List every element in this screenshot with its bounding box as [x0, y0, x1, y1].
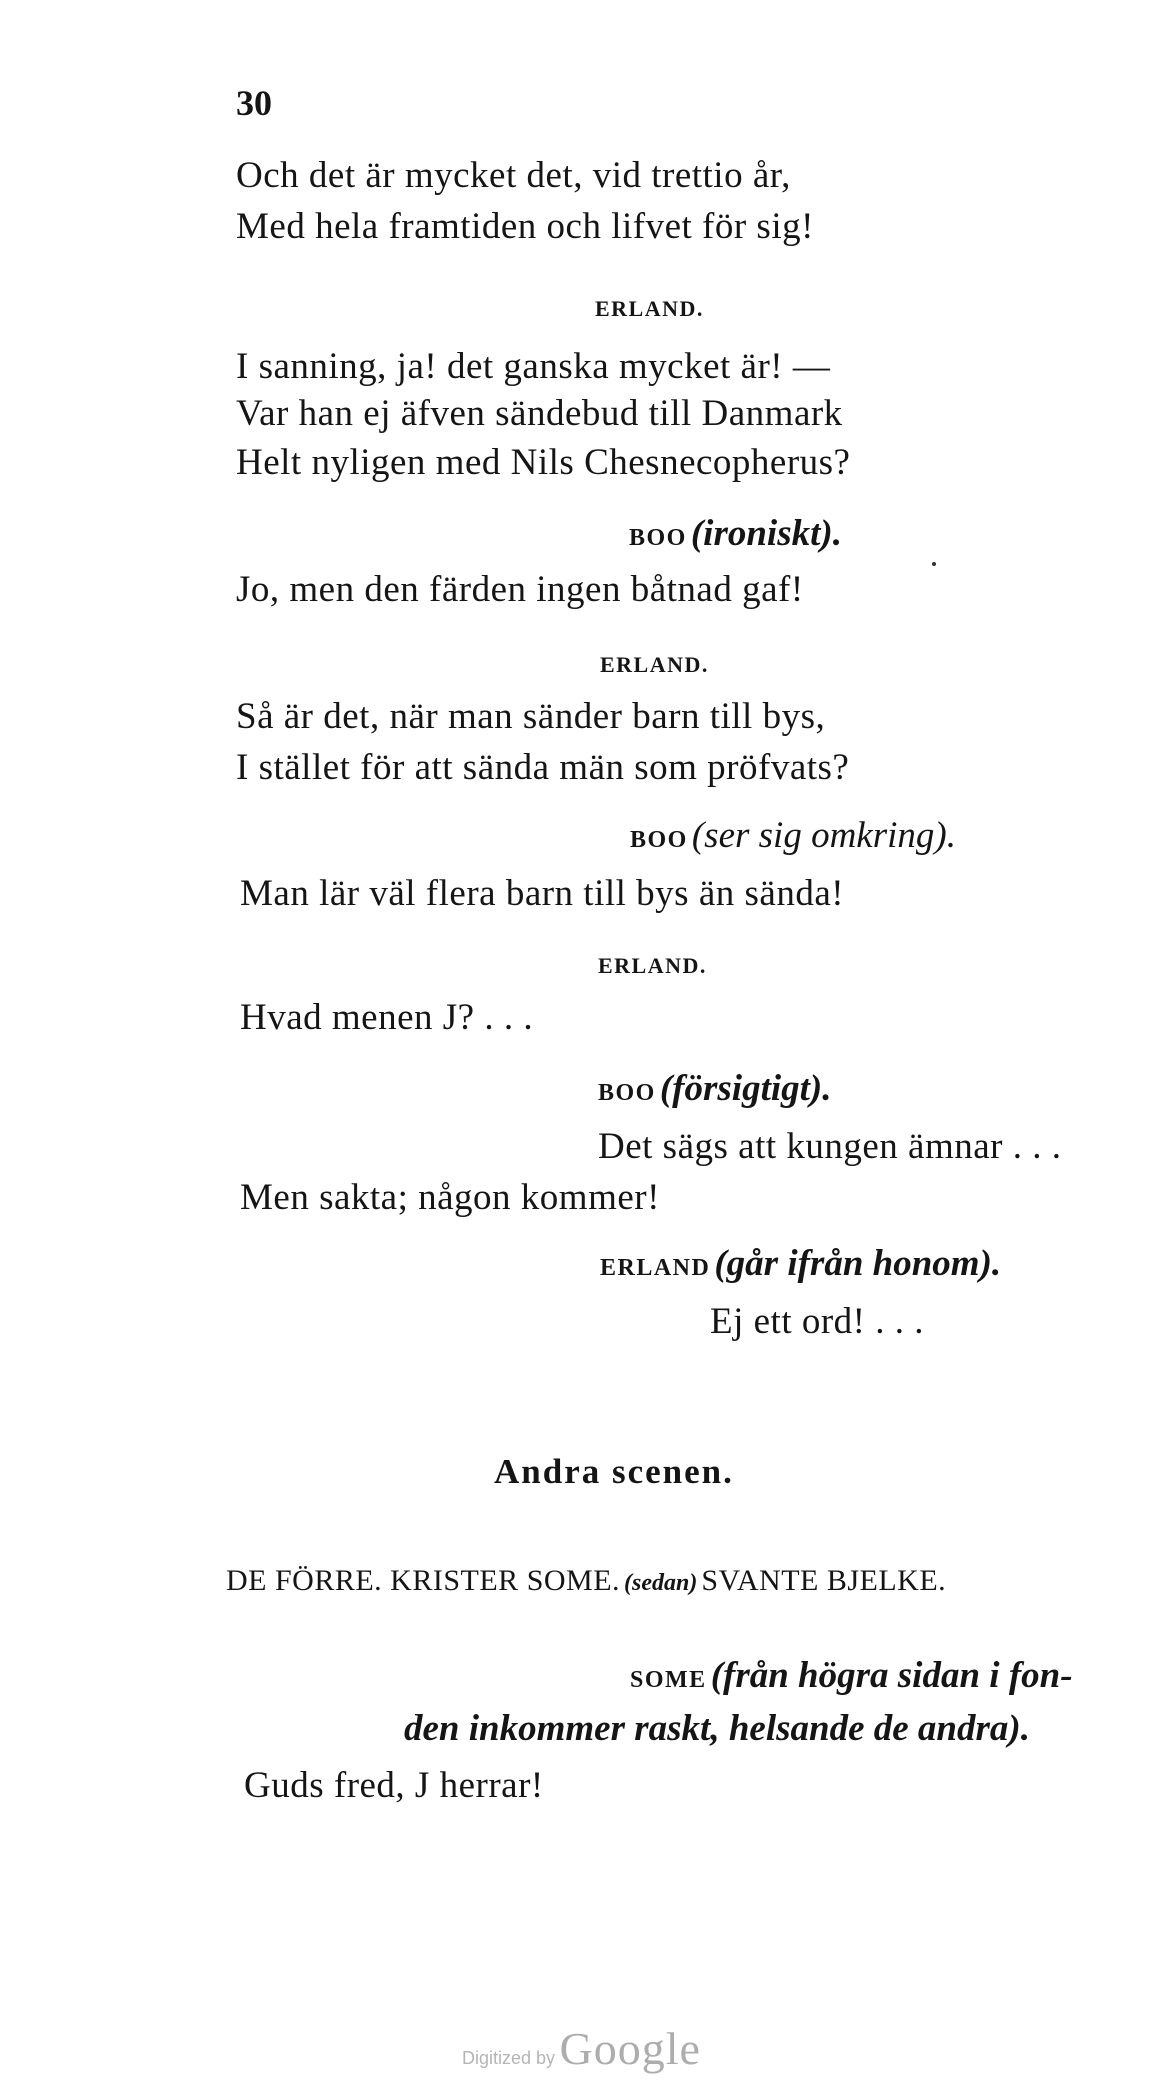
speaker-line [600, 1242, 1001, 1285]
page-number: 30 [236, 83, 272, 123]
cast-direction: (sedan) [624, 1570, 698, 1596]
cast-names: SVANTE BJELKE. [701, 1564, 947, 1597]
stage-direction: (försigtigt). [659, 1068, 832, 1109]
verse-line: Man lär väl flera barn till bys än sända! [240, 873, 845, 914]
verse-line: Ej ett ord! . . . [710, 1301, 925, 1342]
verse-line: Och det är mycket det, vid trettio år, [236, 155, 791, 196]
verse-line: Guds fred, J herrar! [244, 1765, 544, 1806]
verse-line: I stället för att sända män som pröfvats? [236, 747, 850, 788]
speaker-line [630, 814, 956, 857]
stage-direction: (går ifrån honom). [714, 1243, 1002, 1284]
speaker-name: BOO [629, 525, 687, 551]
verse-line: Var han ej äfven sändebud till Danmark [236, 393, 843, 434]
speaker-name: ERLAND. [595, 296, 704, 321]
verse-line: Med hela framtiden och lifvet för sig! [236, 206, 814, 247]
verse-line: Men sakta; någon kommer! [240, 1177, 660, 1218]
verse-line: Det sägs att kungen ämnar . . . [598, 1126, 1062, 1167]
speaker-name: ERLAND. [598, 953, 707, 978]
stage-direction: (från högra sidan i fon- [710, 1655, 1073, 1696]
verse-line: Hvad menen J? . . . [240, 997, 534, 1038]
speaker-line [629, 512, 842, 555]
scene-heading: Andra scenen. [494, 1452, 734, 1491]
stage-direction: den inkommer raskt, helsande de andra). [404, 1708, 1030, 1749]
speaker-line [630, 1654, 1073, 1697]
cast-names: DE FÖRRE. KRISTER SOME. [226, 1564, 621, 1597]
verse-line: I sanning, ja! det ganska mycket är! — [236, 346, 831, 387]
verse-line: Helt nyligen med Nils Chesnecopherus? [236, 442, 851, 483]
speaker-name: BOO [630, 827, 688, 853]
speaker-name: ERLAND. [600, 652, 709, 677]
cast-list [226, 1564, 946, 1598]
google-logo: Google [559, 2023, 701, 2074]
speaker-name: SOME [630, 1667, 707, 1693]
digitization-footer [462, 2022, 701, 2075]
stage-direction: (ironiskt). [690, 513, 842, 554]
verse-line: Så är det, när man sänder barn till bys, [236, 696, 826, 737]
speaker-name: BOO [598, 1080, 656, 1106]
print-speck [932, 562, 936, 566]
digitized-by-label: Digitized by [462, 2048, 556, 2068]
stage-direction: (ser sig omkring). [691, 815, 956, 856]
speaker-name: ERLAND [600, 1255, 711, 1281]
verse-line: Jo, men den färden ingen båtnad gaf! [236, 569, 804, 610]
speaker-line [598, 1067, 831, 1110]
